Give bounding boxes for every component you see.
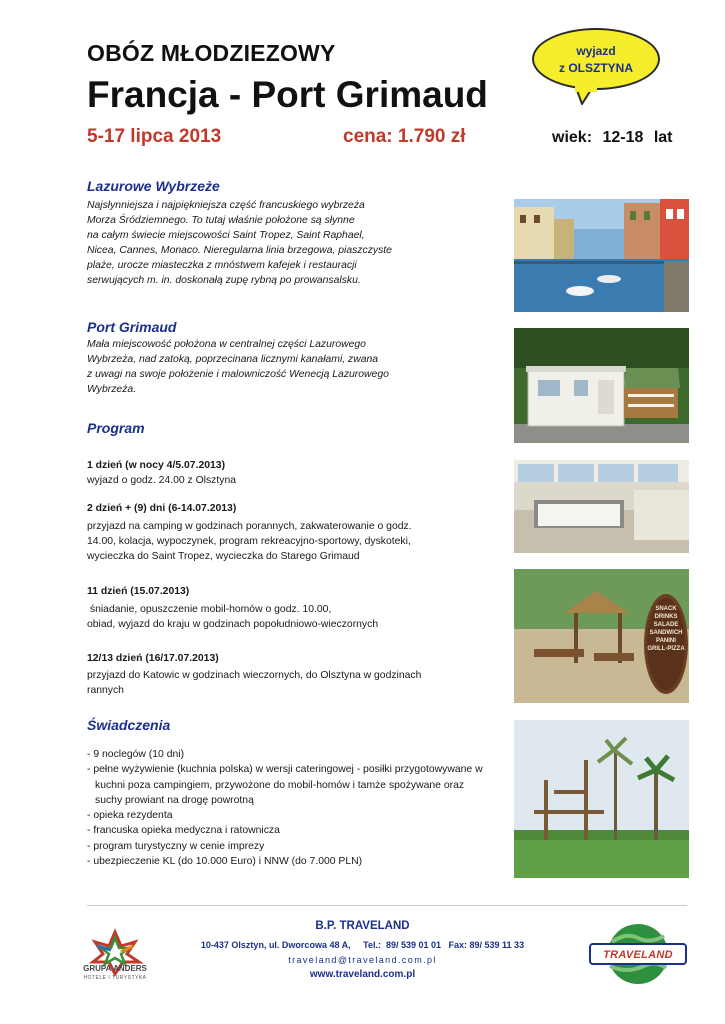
section-title-program: Program [87, 420, 145, 436]
badge-tail-cover [572, 84, 602, 92]
age-label: wiek: [552, 129, 593, 146]
services-list [87, 747, 487, 869]
sign-line: GRILL-PIZZA [647, 646, 685, 652]
section-title-lazurowe: Lazurowe Wybrzeże [87, 178, 220, 194]
program-day-text [87, 519, 487, 564]
text-line: Wybrzeża. [87, 384, 137, 395]
trip-price: cena: 1.790 zł [343, 126, 466, 147]
section-body-lazurowe [87, 198, 427, 288]
traveland-logo-text: TRAVELAND [603, 949, 673, 961]
list-item: - pełne wyżywienie (kuchnia polska) w wersji cateringowej - posiłki przygotowywane w kuchni poza campingiem, przywożone do mobil-homów i tamże spożywane oraz suchy prowiant na drogę powrotną [87, 764, 483, 806]
photo-interior [514, 460, 689, 553]
sign-line: SALADE [653, 622, 679, 628]
text-line: serwujących m. in. doskonałą zupę rybną po prowansalsku. [87, 275, 361, 286]
footer-email[interactable]: traveland@traveland.com.pl [288, 955, 437, 965]
program-day-text [87, 668, 487, 698]
text-line: przyjazd do Katowic w godzinach wieczornych, do Olsztyna w godzinach [87, 670, 422, 681]
sign-line: DRINKS [654, 614, 678, 620]
photo-harbour [514, 199, 689, 312]
program-day-heading: 1 dzień (w nocy 4/5.07.2013) [87, 460, 226, 471]
text-line: Morza Śródziemnego. To tutaj właśnie położone są słynne [87, 215, 355, 226]
text-line: wycieczka do Saint Tropez, wycieczka do Starego Grimaud [87, 551, 360, 562]
text-line: przyjazd na camping w godzinach porannych, zakwaterowanie o godz. [87, 521, 412, 532]
text-line: Nicea, Cannes, Monaco. Nieregularna linia brzegowa, piaszczyste [87, 245, 392, 256]
program-day-heading: 11 dzień (15.07.2013) [87, 586, 190, 597]
text-line: z uwagi na swoje położenie i malowniczość Wenecją Lazurowego [87, 369, 389, 380]
trip-dates: 5-17 lipca 2013 [87, 126, 222, 147]
photo-snack-bar [514, 569, 689, 703]
sign-line: PANINI [656, 638, 676, 644]
text-line: Mała miejscowość położona w centralnej części Lazurowego [87, 339, 366, 350]
text-line: obiad, wyjazd do kraju w godzinach popołudniowo-wieczornych [87, 619, 379, 630]
footer-address: 10-437 Olsztyn, ul. Dworcowa 48 A, Tel.: 89/ 539 01 01 Fax: 89/ 539 11 33 [200, 940, 525, 950]
text-line: śniadanie, opuszczenie mobil-homów o godz. 10.00, [87, 604, 332, 615]
snack-sign [647, 605, 685, 653]
section-title-swiadczenia: Świadczenia [87, 717, 171, 733]
program-day-heading: 2 dzień + (9) dni (6-14.07.2013) [87, 503, 237, 514]
photo-playground [514, 720, 689, 878]
departure-badge [532, 28, 660, 90]
list-item: - opieka rezydenta [87, 810, 173, 822]
list-item: - program turystyczny w cenie imprezy [87, 840, 265, 852]
text-line: rannych [87, 685, 124, 696]
list-item: - ubezpieczenie KL (do 10.000 Euro) i NNW (do 7.000 PLN) [87, 856, 363, 868]
footer-divider [87, 905, 687, 906]
age-range [552, 129, 673, 147]
grupa-anders-sub: HOTELE I TURYSTYKA [83, 975, 147, 981]
section-body-port [87, 337, 427, 397]
badge-line-1: wyjazd [576, 44, 616, 58]
program-day-text [87, 473, 487, 488]
age-value: 12-18 lat [602, 129, 673, 146]
destination-title: Francja - Port Grimaud [87, 74, 488, 115]
text-line: Najsłynniejsza i najpiękniejsza część francuskiego wybrzeża [87, 200, 365, 211]
text-line: wyjazd o godz. 24.00 z Olsztyna [87, 475, 237, 486]
section-title-port: Port Grimaud [87, 319, 177, 335]
program-day-text [87, 602, 487, 632]
sign-line: SANDWICH [649, 630, 683, 636]
text-line: 14.00, kolacja, wypoczynek, program rekreacyjno-sportowy, dyskoteki, [87, 536, 411, 547]
footer-website[interactable]: www.traveland.com.pl [309, 969, 416, 980]
grupa-anders-name: GRUPA ANDERS [83, 964, 147, 973]
photo-mobile-home [514, 328, 689, 443]
sign-line: SNACK [655, 606, 677, 612]
text-line: na całym świecie miejscowości Saint Tropez, Saint Raphael, [87, 230, 365, 241]
list-item: - 9 noclegów (10 dni) [87, 749, 185, 760]
text-line: Wybrzeża, nad zatoką, poprzecinana licznymi kanałami, zwana [87, 354, 379, 365]
list-item: - francuska opieka medyczna i ratownicza [87, 825, 280, 837]
camp-type-title: OBÓZ MŁODZIEZOWY [87, 40, 336, 66]
text-line: plaże, urocze miasteczka z mnóstwem kafejek i restauracji [87, 260, 357, 271]
badge-line-2: z OLSZTYNA [559, 61, 633, 75]
program-day-heading: 12/13 dzień (16/17.07.2013) [87, 653, 219, 664]
footer-company: B.P. TRAVELAND [315, 920, 410, 932]
